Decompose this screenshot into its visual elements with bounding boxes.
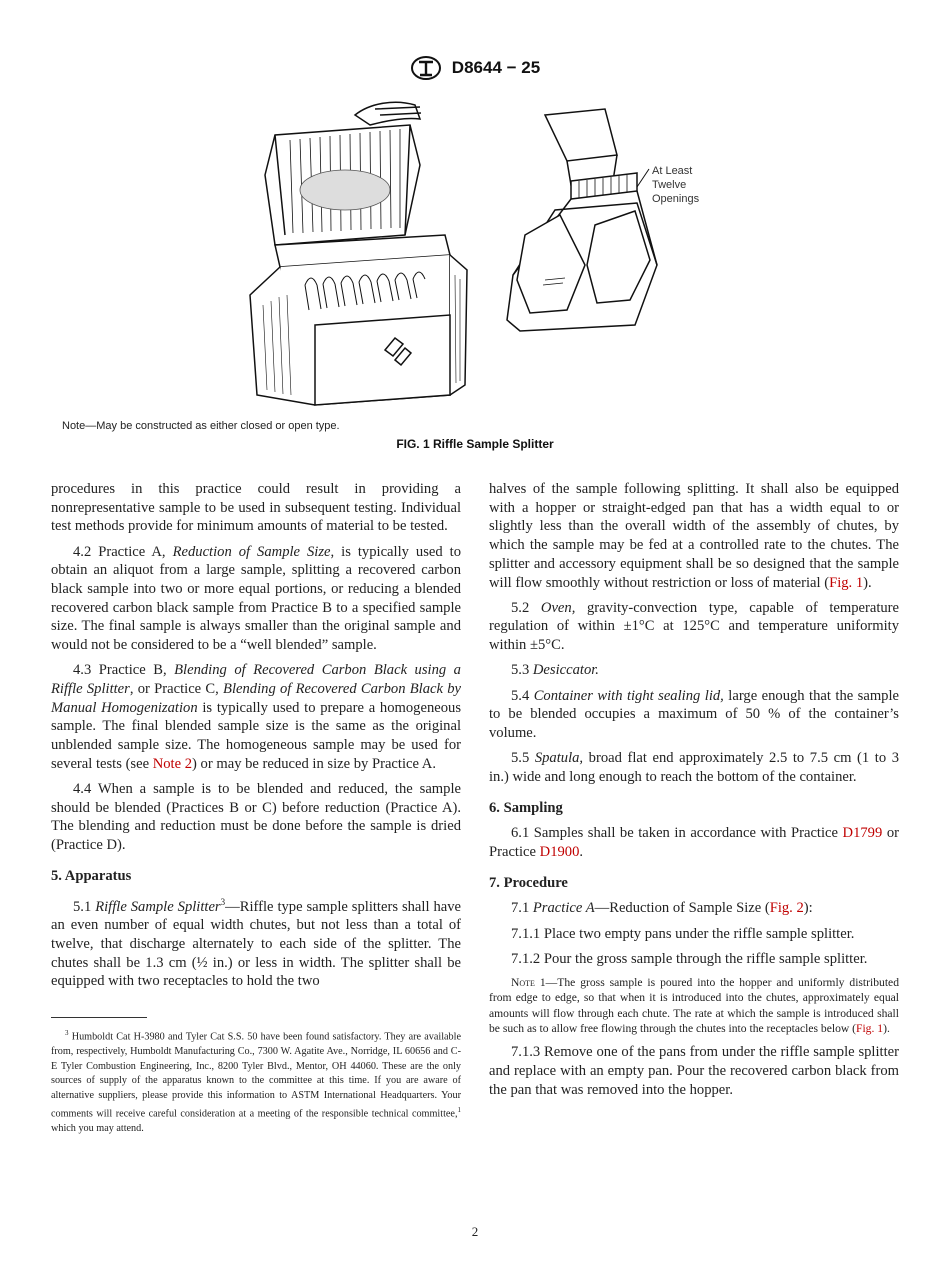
figure-caption: FIG. 1 Riffle Sample Splitter	[396, 437, 554, 451]
figure-note: Note—May be constructed as either closed or open type.	[62, 420, 340, 432]
section-6-heading: 6. Sampling	[489, 799, 563, 816]
paragraph-4-2: 4.2 Practice A, Reduction of Sample Size, is typically used to obtain an aliquot from a large sample, splitting a recovered carbon black sample into two or more equal portions, or reducing a blended recovered carbon black sample from Practice B to a specified sample size. The final sample is always smaller than the original sample and would not be considered to be a “well blended” sample.	[51, 543, 461, 654]
paragraph-5-1-continued: halves of the sample following splitting. It shall also be equipped with a hopper or straight-edged pan that has a width equal to or slightly less than the overall width of the assembly of chutes, by which the sample may be fed at a controlled rate to the chutes. The splitter and accessory equipment shall be so designed that the sample will flow smoothly without restriction or loss of material (Fig. 1).	[489, 481, 899, 591]
note-1: Note 1—The gross sample is poured into the hopper and uniformly distributed from edge to edge, so that when it is introduced into the chutes, approximately equal amounts will flow through each chute. The rate at which the sample is introduced shall be such as to allow free flowing through the chutes into the receptacles below (Fig. 1).	[489, 975, 899, 1036]
figure-label-line-1: At Least	[652, 165, 693, 177]
fig-2-link[interactable]: Fig. 2	[769, 900, 804, 917]
paragraph-7-1-2: 7.1.2 Pour the gross sample through the riffle sample splitter.	[511, 950, 868, 967]
paragraph-4-3: 4.3 Practice B, Blending of Recovered Carbon Black using a Riffle Splitter, or Practice C, Blending of Recovered Carbon Black by Manual Homogenization is typically used to prepare a homogeneous sample. The final blended sample size is the same as the original unblended sample size. The homogeneous sample may be used for several tests (see Note 2) or may be reduced in size by Practice A.	[51, 662, 461, 772]
paragraph-7-1-1: 7.1.1 Place two empty pans under the riffle sample splitter.	[511, 925, 855, 942]
d1900-link[interactable]: D1900	[539, 843, 580, 860]
figure-label-line-2: Twelve	[652, 179, 687, 191]
riffle-splitter-figure	[245, 95, 715, 425]
figure-label-line-3: Openings	[652, 193, 700, 205]
paragraph-5-2: 5.2 Oven, gravity-convection type, capable of temperature regulation of within ±1°C at 125°C and temperature uniformity within ±5°C.	[489, 599, 900, 654]
right-column	[489, 480, 899, 1106]
fig-1-link[interactable]: Fig. 1	[829, 574, 864, 591]
paragraph-4-4: 4.4 When a sample is to be blended and reduced, the sample should be blended (Practices B or C) before reduction (Practice A). The blending and reduction must be done before the sample is dried (Practice D).	[51, 781, 461, 854]
closed-type-splitter-drawing	[250, 102, 467, 405]
page-number: 2	[471, 1224, 479, 1239]
paragraph-5-4: 5.4 Container with tight sealing lid, large enough that the sample to be blended occupies a maximum of 50 % of the container’s volume.	[489, 687, 900, 741]
footnote-3: $^3$ Humboldt Cat H-3980 and Tyler Cat S.S. 50 have been found satisfactory. They are available from, respectively, Humboldt Manufacturing Co., 7300 W. Agatite Ave., Norridge, IL 60656 and C-E Tyler Combustion Engineering, Inc., 8200 Tyler Blvd., Mentor, OH 44060. These are the only sources of supply of the apparatus known to the committee at this time. If you are aware of alternative suppliers, please provide this information to ASTM International Headquarters. Your comments will receive careful consideration at a meeting of the responsible technical committee,$^1$ which you may attend.	[51, 1028, 461, 1135]
footnote-divider	[51, 1017, 147, 1018]
note-fig-1-link[interactable]: Fig. 1	[856, 1022, 884, 1036]
page-header	[0, 55, 950, 81]
paragraph-6-1: 6.1 Samples shall be taken in accordance with Practice D1799 or Practice D1900.	[489, 825, 899, 860]
astm-logo-icon	[410, 55, 442, 81]
section-5-heading: 5. Apparatus	[51, 867, 132, 884]
standard-designation: D8644 − 25	[451, 58, 541, 77]
left-column	[51, 480, 461, 1143]
section-7-heading: 7. Procedure	[489, 874, 568, 891]
d1799-link[interactable]: D1799	[842, 825, 883, 842]
note-2-link[interactable]: Note 2	[152, 755, 193, 772]
paragraph-5-5: 5.5 Spatula, broad flat end approximately 2.5 to 7.5 cm (1 to 3 in.) wide and long enough to reach the bottom of the container.	[489, 750, 900, 785]
paragraph-7-1: 7.1 Practice A—Reduction of Sample Size (Fig. 2):	[511, 900, 813, 917]
paragraph-continuation: procedures in this practice could result in providing a nonrepresentative sample to be used in subsequent testing. Individual test methods provide for minimum amounts of material to be tested.	[51, 481, 461, 535]
paragraph-5-1: 5.1 Riffle Sample Splitter$^3$—Riffle type sample splitters shall have an even number of equal width chutes, but not less than a total of twelve, that discharge alternately to each side of the splitter. The chutes shall be 1.3 cm (½ in.) or less in width. The splitter shall be equipped with two receptacles to hold the two	[51, 896, 461, 990]
open-type-splitter-drawing	[507, 109, 657, 331]
paragraph-7-1-3: 7.1.3 Remove one of the pans from under the riffle sample splitter and replace with an empty pan. Pour the recovered carbon black from the pan that was removed into the hopper.	[489, 1044, 899, 1098]
paragraph-5-3: 5.3 Desiccator.	[511, 662, 599, 679]
